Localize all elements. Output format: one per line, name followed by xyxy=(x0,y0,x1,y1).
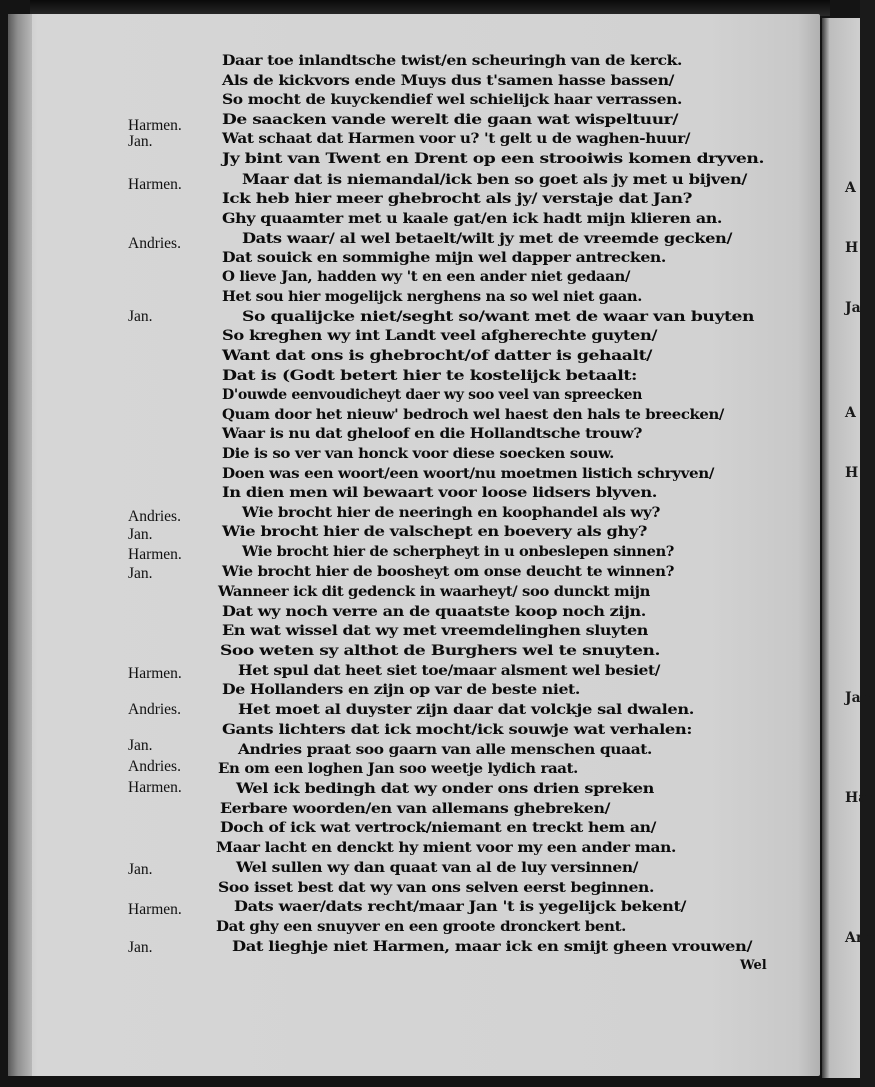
facing-page-fragment: H xyxy=(845,465,859,481)
verse-line: Dat ghy een snuyver en een groote dronckert bent. xyxy=(216,919,626,935)
verse-line: Wie brocht hier de scherpheyt in u onbeslepen sinnen? xyxy=(242,544,674,560)
speaker-name: Jan. xyxy=(128,939,153,956)
speaker-name: Jan. xyxy=(128,565,153,582)
verse-line: Wel ick bedingh dat wy onder ons drien spreken xyxy=(236,781,654,797)
verse-line: Ick heb hier meer ghebrocht als jy/ verstaje dat Jan? xyxy=(222,191,692,207)
speaker-name: Harmen. xyxy=(128,901,182,918)
verse-line: So mocht de kuyckendief wel schielijck haar verrassen. xyxy=(222,92,682,108)
verse-line: Maar dat is niemandal/ick ben so goet als jy met u bijven/ xyxy=(242,172,747,188)
verse-line: Dat souick en sommighe mijn wel dapper antrecken. xyxy=(222,250,666,266)
verse-line: Doen was een woort/een woort/nu moetmen listich schryven/ xyxy=(222,466,714,482)
facing-page-edge xyxy=(822,18,860,1078)
page-gutter xyxy=(8,14,32,1076)
verse-line: So qualijcke niet/seght so/want met de waar van buyten xyxy=(242,309,754,325)
verse-line: Soo isset best dat wy van ons selven eerst beginnen. xyxy=(218,880,654,896)
verse-line: Wel sullen wy dan quaat van al de luy versinnen/ xyxy=(236,860,638,876)
speaker-name: Andries. xyxy=(128,508,181,525)
verse-line: O lieve Jan, hadden wy 't en een ander niet gedaan/ xyxy=(222,269,630,285)
speaker-name: Harmen. xyxy=(128,779,182,796)
verse-line: En wat wissel dat wy met vreemdelinghen sluyten xyxy=(222,623,648,639)
speaker-name: Harmen. xyxy=(128,546,182,563)
verse-line: Het sou hier mogelijck nerghens na so wel niet gaan. xyxy=(222,289,642,305)
speaker-name: Andries. xyxy=(128,235,181,252)
verse-line: Eerbare woorden/en van allemans ghebreken/ xyxy=(220,801,610,817)
verse-line: D'ouwde eenvoudicheyt daer wy soo veel van spreecken xyxy=(222,387,642,403)
speaker-name: Harmen. xyxy=(128,117,182,134)
verse-line: En om een loghen Jan soo weetje lydich raat. xyxy=(218,761,578,777)
facing-page-fragment: A xyxy=(845,180,856,196)
catchword: Wel xyxy=(740,958,767,973)
verse-line: Het spul dat heet siet toe/maar alsment wel besiet/ xyxy=(238,663,660,679)
verse-line: So kreghen wy int Landt veel afgherechte guyten/ xyxy=(222,328,657,344)
speaker-name: Jan. xyxy=(128,526,153,543)
facing-page-fragment: Anc xyxy=(845,930,875,946)
speaker-name: Harmen. xyxy=(128,176,182,193)
verse-line: Maar lacht en denckt hy mient voor my een ander man. xyxy=(216,840,676,856)
verse-line: Quam door het nieuw' bedroch wel haest den hals te breecken/ xyxy=(222,407,724,423)
verse-line: Dat lieghje niet Harmen, maar ick en smijt gheen vrouwen/ xyxy=(232,939,752,955)
speaker-name: Andries. xyxy=(128,758,181,775)
verse-line: Waar is nu dat gheloof en die Hollandtsche trouw? xyxy=(222,426,642,442)
speaker-name: Jan. xyxy=(128,861,153,878)
verse-line: Dats waar/ al wel betaelt/wilt jy met de vreemde gecken/ xyxy=(242,231,732,247)
facing-page-fragment: Ja xyxy=(845,300,861,316)
facing-page-fragment: Har xyxy=(845,790,875,806)
speaker-name: Jan. xyxy=(128,133,153,150)
verse-line: In dien men wil bewaart voor loose lidsers blyven. xyxy=(222,485,657,501)
facing-page-fragment: H xyxy=(845,240,859,256)
verse-line: Dat wy noch verre an de quaatste koop noch zijn. xyxy=(222,604,646,620)
speaker-name: Jan. xyxy=(128,308,153,325)
verse-line: Wie brocht hier de neeringh en koophandel als wy? xyxy=(242,505,660,521)
verse-line: Wanneer ick dit gedenck in waarheyt/ soo dunckt mijn xyxy=(218,584,650,600)
facing-page-fragment: Jan xyxy=(845,690,871,706)
verse-line: De Hollanders en zijn op var de beste niet. xyxy=(222,682,580,698)
verse-line: Jy bint van Twent en Drent op een strooiwis komen dryven. xyxy=(222,151,764,167)
verse-line: Want dat ons is ghebrocht/of datter is gehaalt/ xyxy=(222,348,652,364)
verse-line: Wie brocht hier de boosheyt om onse deucht te winnen? xyxy=(222,564,674,580)
verse-line: Als de kickvors ende Muys dus t'samen hasse bassen/ xyxy=(222,73,674,89)
verse-line: Daar toe inlandtsche twist/en scheuringh van de kerck. xyxy=(222,53,682,69)
verse-line: Het moet al duyster zijn daar dat volckje sal dwalen. xyxy=(238,702,694,718)
speaker-name: Andries. xyxy=(128,701,181,718)
verse-line: Dat is (Godt betert hier te kostelijck betaalt: xyxy=(222,368,637,384)
verse-line: Wat schaat dat Harmen voor u? 't gelt u de waghen-huur/ xyxy=(222,131,690,147)
verse-line: Andries praat soo gaarn van alle menschen quaat. xyxy=(238,742,652,758)
verse-line: Soo weten sy althot de Burghers wel te snuyten. xyxy=(220,643,660,659)
verse-line: Ghy quaamter met u kaale gat/en ick hadt mijn klieren an. xyxy=(222,211,722,227)
speaker-name: Harmen. xyxy=(128,665,182,682)
verse-line: Dats waer/dats recht/maar Jan 't is yegelijck bekent/ xyxy=(234,899,686,915)
facing-page-fragment: A xyxy=(845,405,856,421)
verse-line: Die is so ver van honck voor diese soecken souw. xyxy=(222,446,614,462)
verse-line: De saacken vande werelt die gaan wat wispeltuur/ xyxy=(222,112,678,128)
verse-line: Gants lichters dat ick mocht/ick souwje wat verhalen: xyxy=(222,722,692,738)
verse-line: Wie brocht hier de valschept en boevery als ghy? xyxy=(222,524,647,540)
speaker-name: Jan. xyxy=(128,737,153,754)
verse-line: Doch of ick wat vertrock/niemant en treckt hem an/ xyxy=(220,820,656,836)
